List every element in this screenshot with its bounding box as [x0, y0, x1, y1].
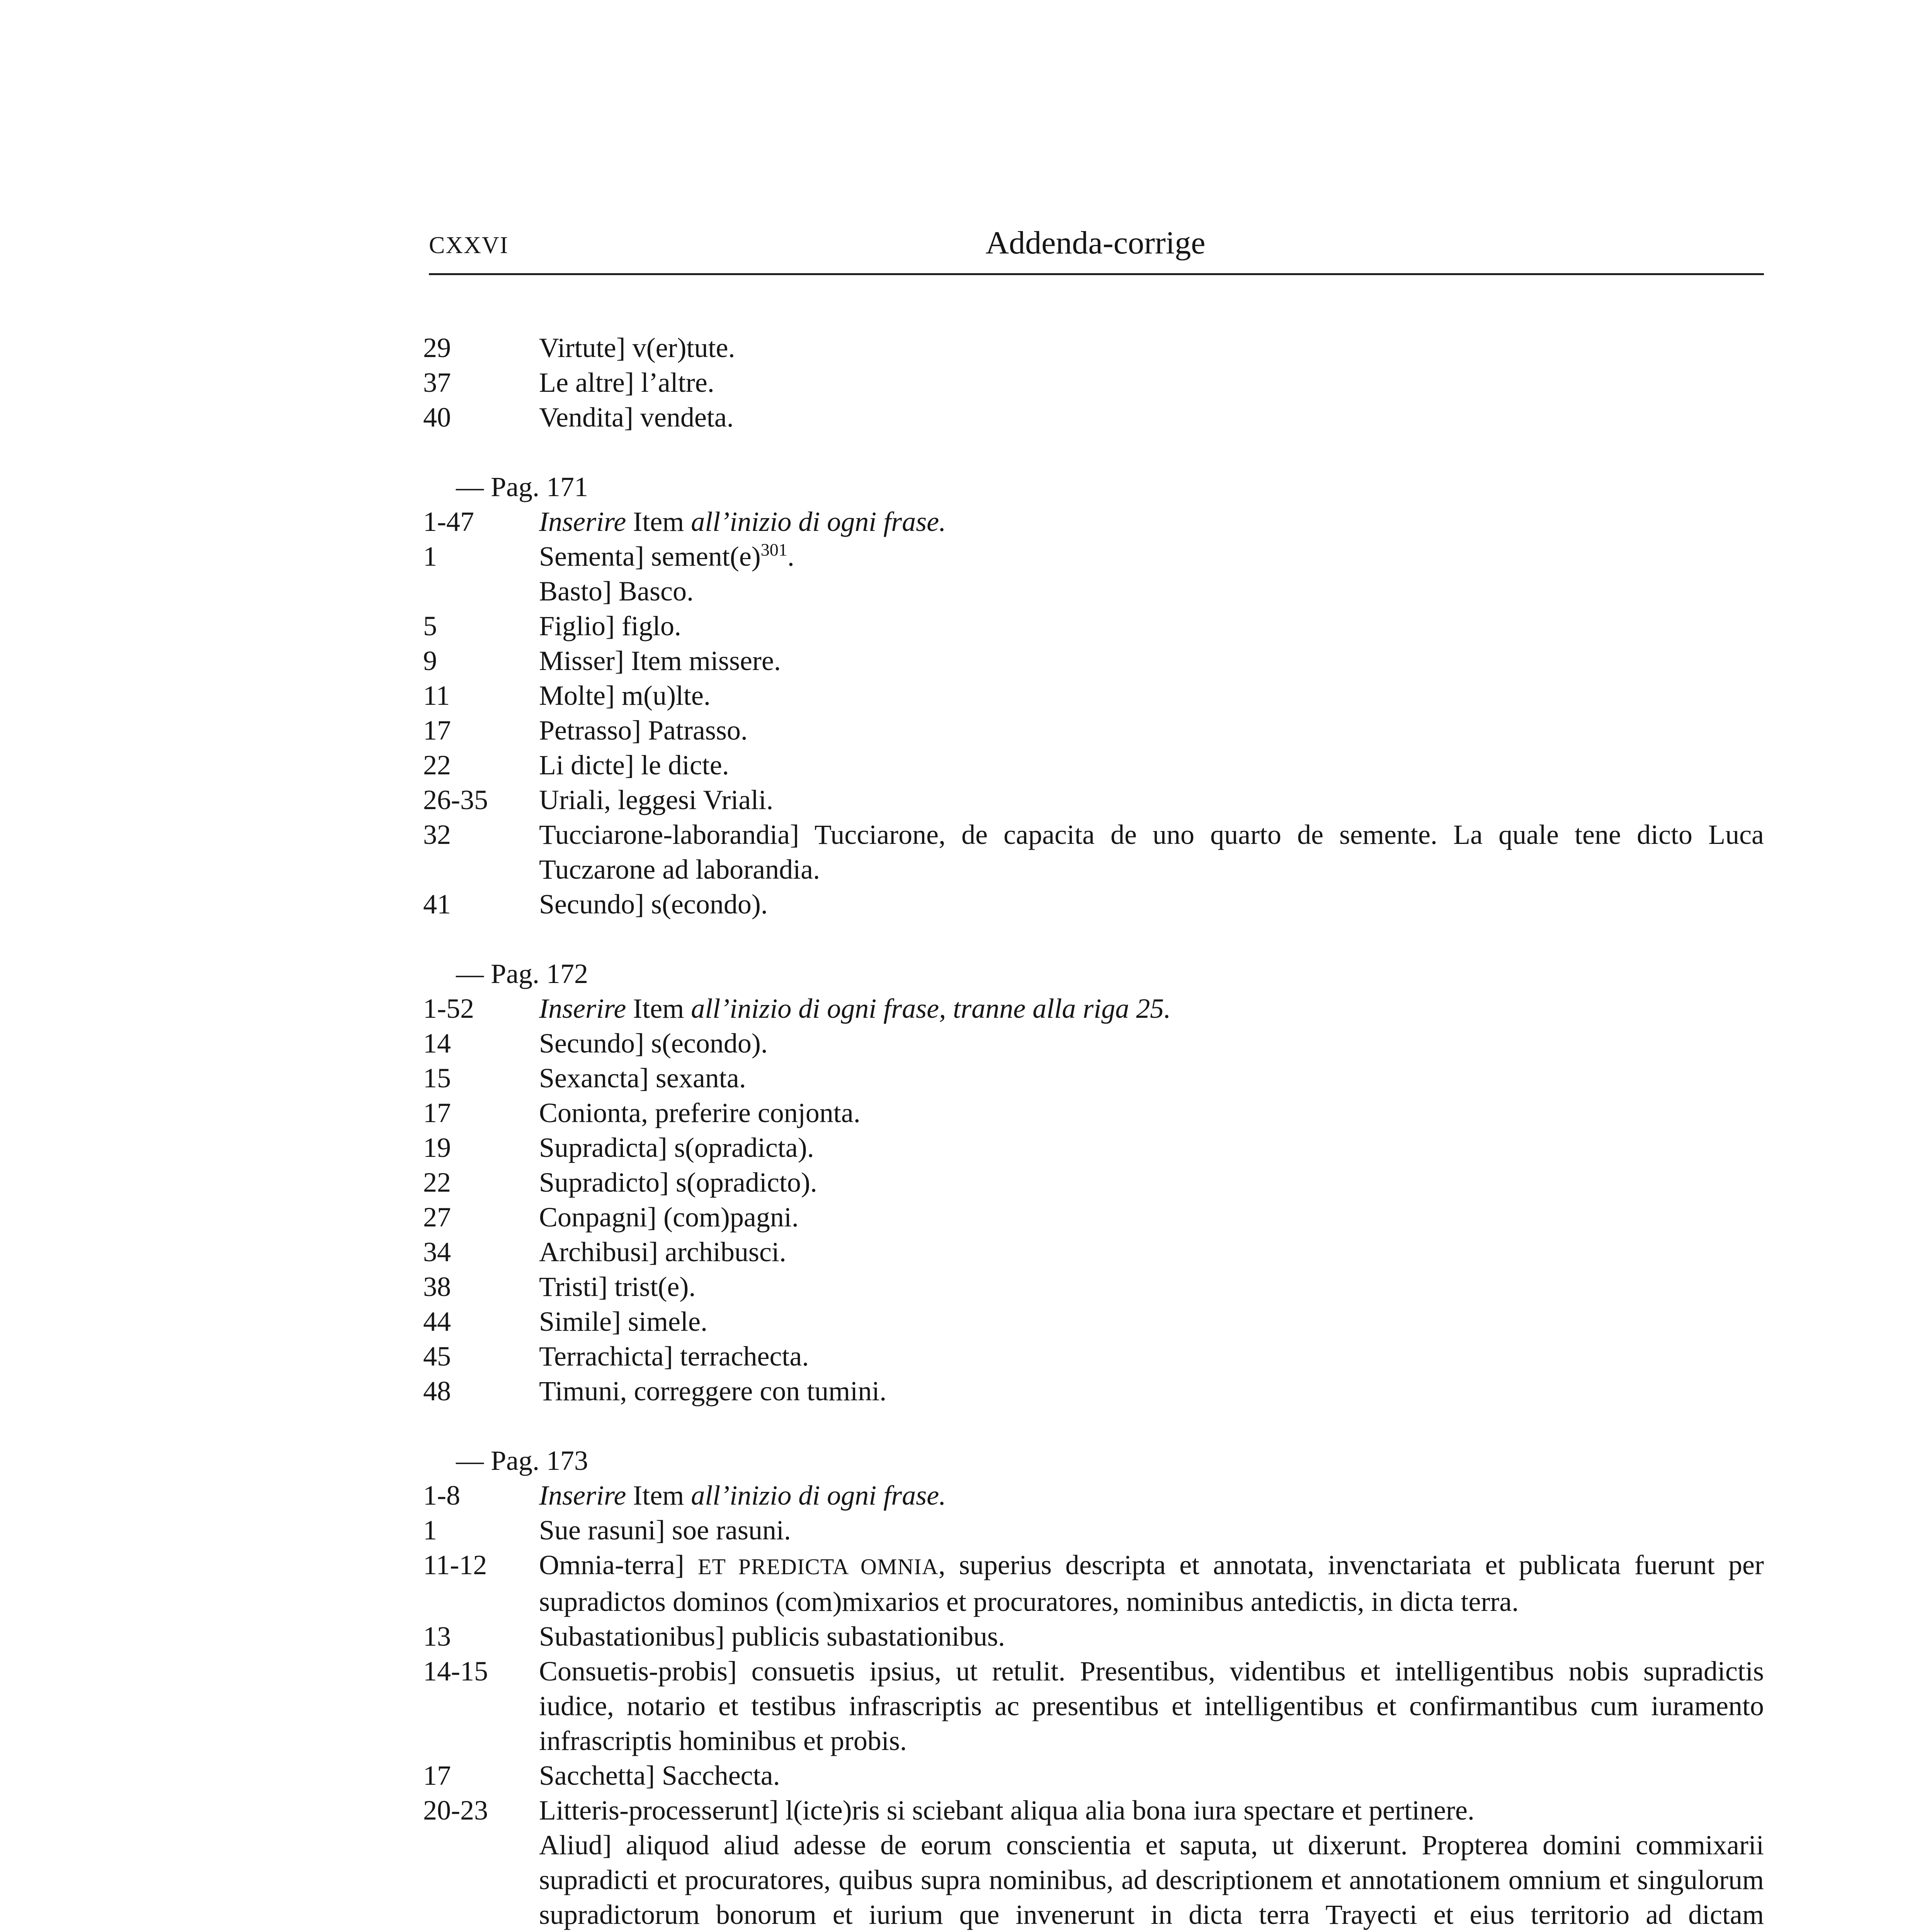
entry-text: Sue rasuni] soe rasuni.: [539, 1515, 791, 1546]
line-number: 22: [423, 750, 451, 781]
entry-text: Archibusi] archibusci.: [539, 1236, 786, 1267]
corrections-list: [423, 330, 1764, 1932]
entry: [423, 1758, 1764, 1793]
entry: [423, 504, 1764, 539]
entry: [423, 400, 1764, 435]
line-number: 20-23: [423, 1795, 488, 1826]
line-number: 9: [423, 645, 437, 676]
line-number: 11: [423, 680, 450, 711]
line-number: 37: [423, 367, 451, 398]
entry-text: Timuni, correggere con tumini.: [539, 1376, 887, 1406]
entry: [423, 1235, 1764, 1269]
entry-text: Secundo] s(econdo).: [539, 889, 768, 920]
entry: [423, 678, 1764, 713]
line-number: 1: [423, 1515, 437, 1546]
entry: [423, 1619, 1764, 1654]
entry: [423, 782, 1764, 817]
line-number: 44: [423, 1306, 451, 1337]
entry-text: Simile] simele.: [539, 1306, 707, 1337]
entry: [423, 1269, 1764, 1304]
entry: [423, 1548, 1764, 1619]
entry: [423, 991, 1764, 1026]
line-number: 15: [423, 1063, 451, 1094]
line-number: 1-47: [423, 506, 474, 537]
entry-text: Inserire Item all’inizio di ogni frase.: [539, 1480, 946, 1511]
entry-text: Aliud] aliquod aliud adesse de eorum conscientia et saputa, ut dixerunt. Propterea domini commixarii supradicti et procuratores, quibus supra nominibus, ad descriptionem et annotationem omnium et singulorum supradictorum bonorum et iurium que invenerunt in dicta terra Trayecti et eius territorio ad dictam: [539, 1830, 1764, 1930]
entry-text: Vendita] vendeta.: [539, 402, 734, 433]
line-number: 1-52: [423, 993, 474, 1024]
entry: [423, 609, 1764, 643]
header-rule: [429, 273, 1764, 275]
line-number: 34: [423, 1236, 451, 1267]
line-number: 17: [423, 1760, 451, 1791]
entry-text: Basto] Basco.: [539, 576, 694, 607]
entry: [423, 1304, 1764, 1339]
entry-text: Sexancta] sexanta.: [539, 1063, 746, 1094]
page-reference: — Pag. 171: [456, 471, 588, 502]
page-number: CXXVI: [429, 232, 509, 259]
entry: [423, 1654, 1764, 1758]
line-number: 1: [423, 541, 437, 572]
entry-text: Subastationibus] publicis subastationibus.: [539, 1621, 1005, 1652]
entry-text: Le altre] l’altre.: [539, 367, 714, 398]
line-number: 26-35: [423, 784, 488, 815]
entry-text: Conpagni] (com)pagni.: [539, 1202, 799, 1233]
entry: [423, 713, 1764, 748]
entry-text: Li dicte] le dicte.: [539, 750, 729, 781]
entry: [423, 1374, 1764, 1408]
line-number: 13: [423, 1621, 451, 1652]
entry-text: Sacchetta] Sacchecta.: [539, 1760, 780, 1791]
entry: [423, 365, 1764, 400]
entry: [423, 539, 1764, 574]
line-number: 17: [423, 1097, 451, 1128]
entry-text: Uriali, leggesi Vriali.: [539, 784, 774, 815]
entry-text: Omnia-terra] ET PREDICTA OMNIA, superius descripta et annotata, invenctariata et publicata fuerunt per supradictos dominos (com)mixarios et procuratores, nominibus antedictis, in dicta terra.: [539, 1549, 1764, 1617]
line-number: 45: [423, 1341, 451, 1372]
entry-text: Conionta, preferire conjonta.: [539, 1097, 861, 1128]
page-reference: — Pag. 172: [456, 958, 588, 989]
entry: [423, 643, 1764, 678]
entry: [423, 1026, 1764, 1061]
entry: [423, 748, 1764, 782]
page-title: Addenda-corrige: [985, 225, 1206, 261]
entry-text: Tristi] trist(e).: [539, 1271, 696, 1302]
line-number: 27: [423, 1202, 451, 1233]
entry: [423, 1061, 1764, 1095]
line-number: 38: [423, 1271, 451, 1302]
entry-text: Inserire Item all’inizio di ogni frase, tranne alla riga 25.: [539, 993, 1171, 1024]
entry: [423, 817, 1764, 887]
entry: [423, 1130, 1764, 1165]
entry: [423, 1828, 1764, 1932]
entry-text: Litteris-processerunt] l(icte)ris si sciebant aliqua alia bona iura spectare et pertinere.: [539, 1795, 1475, 1826]
footnote-ref: 301: [760, 540, 787, 560]
line-number: 40: [423, 402, 451, 433]
entry: [423, 330, 1764, 365]
entry: [423, 1793, 1764, 1828]
line-number: 11-12: [423, 1549, 487, 1580]
line-number: 5: [423, 611, 437, 641]
entry-text: Supradicta] s(opradicta).: [539, 1132, 814, 1163]
entry-text: Misser] Item missere.: [539, 645, 781, 676]
entry: [423, 1478, 1764, 1513]
page-reference: — Pag. 173: [456, 1445, 588, 1476]
line-number: 41: [423, 889, 451, 920]
entry: [423, 1339, 1764, 1374]
line-number: 1-8: [423, 1480, 460, 1511]
entry: [423, 1165, 1764, 1200]
line-number: 22: [423, 1167, 451, 1198]
entry-text: Petrasso] Patrasso.: [539, 715, 748, 746]
entry-text: Molte] m(u)lte.: [539, 680, 711, 711]
entry: [423, 1200, 1764, 1235]
entry-text: Sementa] $sement(e)^{301}$.: [539, 540, 794, 572]
entry: [423, 1095, 1764, 1130]
entry-text: Virtute] v(er)tute.: [539, 332, 735, 363]
entry-text: Supradicto] s(opradicto).: [539, 1167, 817, 1198]
entry: [423, 887, 1764, 922]
entry-text: Inserire Item all’inizio di ogni frase.: [539, 506, 946, 537]
entry: [423, 574, 1764, 609]
entry: [423, 1513, 1764, 1548]
line-number: 17: [423, 715, 451, 746]
entry-text: Figlio] figlo.: [539, 611, 682, 641]
line-number: 29: [423, 332, 451, 363]
entry-text: Tucciarone-laborandia] Tucciarone, de capacita de uno quarto de semente. La quale tene dicto Luca Tuczarone ad laborandia.: [539, 819, 1764, 885]
line-number: 19: [423, 1132, 451, 1163]
line-number: 14: [423, 1028, 451, 1059]
line-number: 48: [423, 1376, 451, 1406]
entry-text: Secundo] s(econdo).: [539, 1028, 768, 1059]
line-number: 14-15: [423, 1656, 488, 1687]
entry-text: Terrachicta] terrachecta.: [539, 1341, 809, 1372]
running-head: [429, 224, 1762, 270]
entry-text: Consuetis-probis] consuetis ipsius, ut retulit. Presentibus, videntibus et intelligentibus nobis supradictis iudice, notario et testibus infrascriptis ac presentibus et intelligentibus et confirmantibus cum iuramento infrascriptis hominibus et probis.: [539, 1656, 1764, 1756]
line-number: 32: [423, 819, 451, 850]
